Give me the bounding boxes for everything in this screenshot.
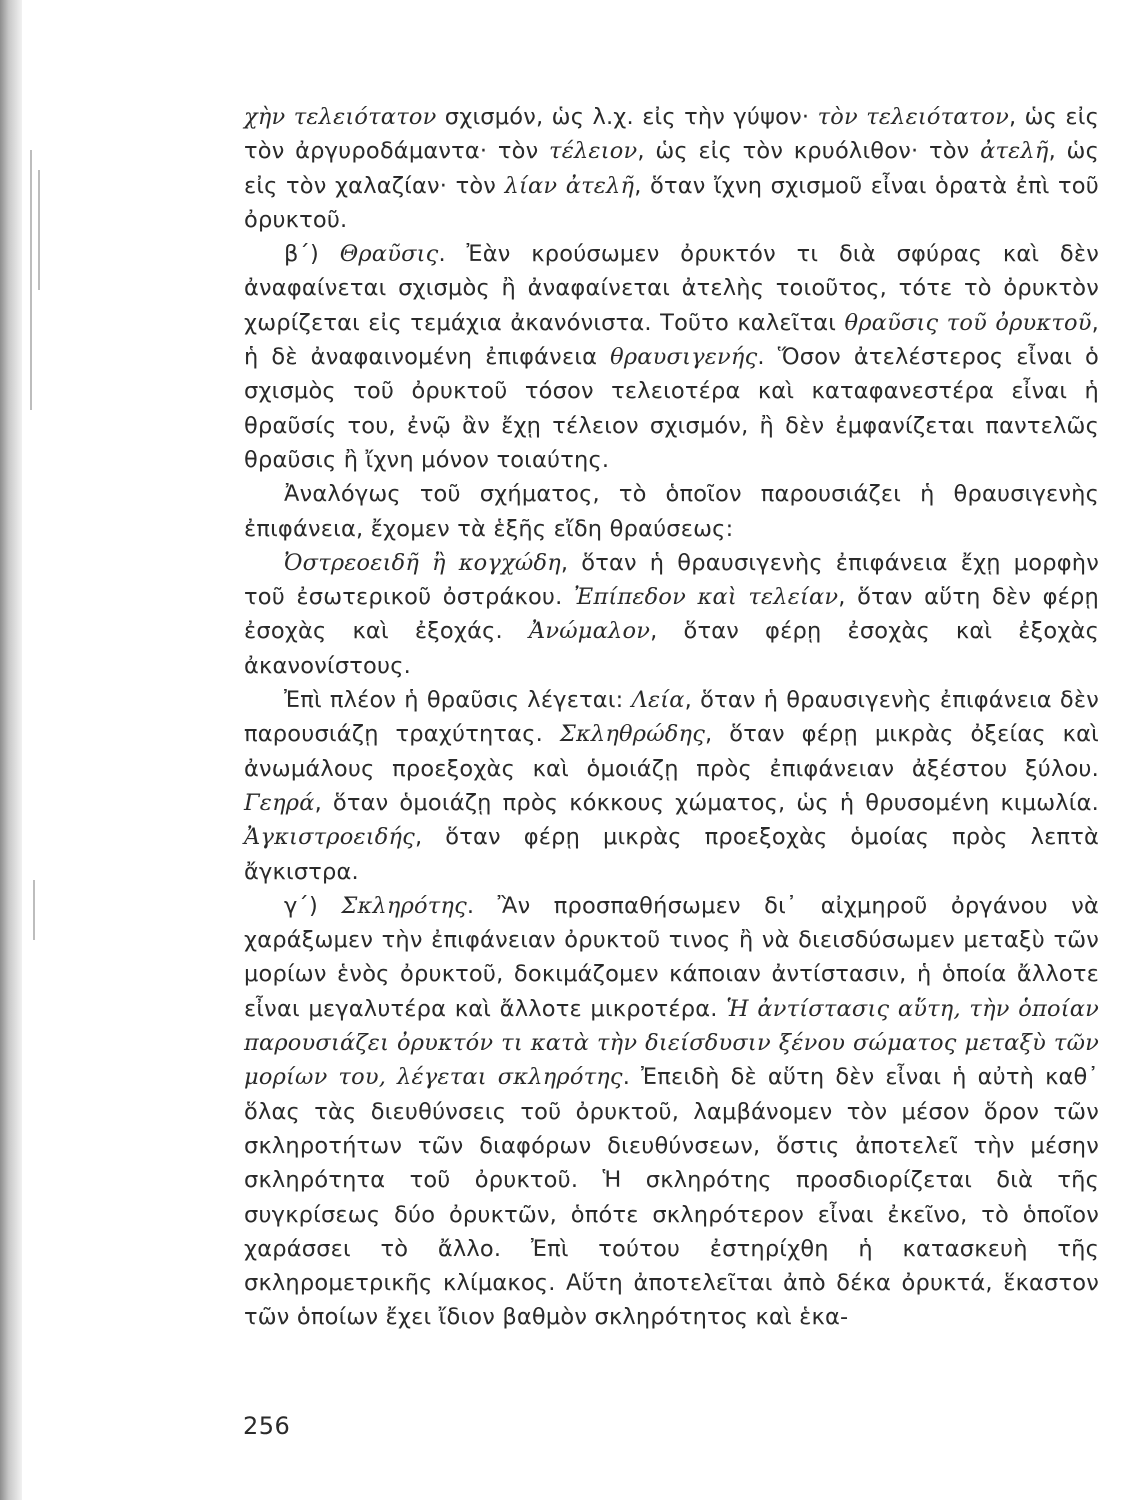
italic-term: χὴν τελειότατον [244, 104, 437, 130]
italic-term: Σκληρότης [341, 892, 467, 919]
paragraph-fracture [244, 237, 1099, 477]
italic-term: τέλειον [549, 138, 638, 165]
text-run: . Ἐὰν κρούσωμεν ὀρυκτόν τι διὰ σφύρας καὶ δὲν ἀναφαίνεται σχισμὸς ἢ ἀναφαίνεται ἀτελὴς τοιοῦτος, τότε τὸ ὀρυκτὸν χωρίζεται εἰς τεμάχια ἀκανόνιστα. Τοῦτο καλεῖται [244, 241, 1099, 336]
text-run: , ὡς εἰς τὸν χαλαζίαν· τὸν [244, 138, 1100, 199]
italic-term: Σκληθρώδης [559, 721, 705, 748]
italic-term: Λεία [631, 687, 685, 714]
text-run: , ὡς εἰς τὸν κρυόλιθον· τὸν [637, 138, 981, 165]
paragraph-fracture-surface [244, 683, 1099, 889]
text-run: , ὅταν ἡ θραυσιγενὴς ἐπιφάνεια ἔχῃ μορφὴν τοῦ ἐσωτερικοῦ ὀστράκου. [244, 549, 1099, 611]
text-run: , ὅταν φέρῃ μικρὰς ὀξείας καὶ ἀνωμάλους προεξοχὰς καὶ ὁμοιάζῃ πρὸς ἐπιφάνειαν ἀξέστου ξύλου. [244, 721, 1099, 782]
text-run: . Ἐπειδὴ δὲ αὕτη δὲν εἶναι ἡ αὐτὴ καθ᾽ ὅλας τὰς διευθύνσεις τοῦ ὀρυκτοῦ, λαμβάνομεν τὸν μέσον ὅρον τῶν σκληροτήτων τῶν διαφόρων διευθύνσεων, ὅστις ἀποτελεῖ τὴν μέσην σκληρότητα τοῦ ὀρυκτοῦ. Ἡ σκληρότης προσδιορίζεται διὰ τῆς συγκρίσεως δύο ὀρυκτῶν, ὁπότε σκληρότερον εἶναι ἐκεῖνο, τὸ ὁποῖον χαράσσει τὸ ἄλλο. Ἐπὶ τούτου ἐστηρίχθη ἡ κατασκευὴ τῆς σκληρομετρικῆς κλίμακος. Αὕτη ἀποτελεῖται ἀπὸ δέκα ὀρυκτά, ἕκαστον τῶν ὁποίων ἔχει ἴδιον βαθμὸν σκληρότητος καὶ ἑκα- [244, 1064, 1099, 1331]
paragraph-fracture-kinds-intro [244, 477, 1099, 546]
margin-mark [33, 880, 35, 940]
text-run: , ὅταν ὁμοιάζῃ πρὸς κόκκους χώματος, ὡς ἡ θρυσομένη κιμωλία. [314, 789, 1099, 816]
italic-term: θραῦσις τοῦ ὀρυκτοῦ [844, 309, 1092, 336]
italic-term: ἀτελῆ [980, 138, 1049, 165]
italic-term: Γεηρά [244, 789, 315, 816]
text-run: σχισμόν, ὡς λ.χ. εἰς τὴν γύψον· [436, 104, 818, 130]
paragraph-hewlett-cleavage [244, 100, 1099, 237]
italic-term: Ἡ ἀντίστασις αὕτη, τὴν ὁποίαν παρουσιάζει ὀρυκτόν τι κατὰ τὴν διείσδυσιν ξένου σώματος μεταξὺ τῶν μορίων του, λέγεται σκληρότης [244, 995, 1099, 1091]
italic-term: Ἐπίπεδον καὶ τελείαν [573, 584, 839, 611]
margin-mark [30, 150, 32, 410]
italic-term: Ἀνώμαλον [528, 618, 651, 645]
text-run: , ὅταν φέρῃ ἐσοχὰς καὶ ἐξοχὰς ἀκανονίστους. [244, 618, 1099, 679]
book-gutter-shadow [0, 0, 22, 1500]
page-number: 256 [243, 1412, 291, 1440]
text-run: Ἐπὶ πλέον ἡ θραῦσις λέγεται: [284, 687, 632, 714]
text-run: γ΄) [284, 892, 342, 919]
text-run: , ὅταν ἴχνη σχισμοῦ εἶναι ὁρατὰ ἐπὶ τοῦ ὀρυκτοῦ. [244, 172, 1099, 233]
text-run: , ὡς εἰς τὸν ἀργυροδάμαντα· τὸν [244, 104, 1099, 165]
text-run: , ὅταν φέρῃ μικρὰς προεξοχὰς ὁμοίας πρὸς λεπτὰ ἄγκιστρα. [244, 824, 1099, 885]
text-run: , ὅταν ἡ θραυσιγενὴς ἐπιφάνεια δὲν παρουσιάζῃ τραχύτητας. [244, 687, 1099, 748]
text-run: . Ἂν προσπαθήσωμεν δι᾽ αἰχμηροῦ ὀργάνου νὰ χαράξωμεν τὴν ἐπιφάνειαν ὀρυκτοῦ τινος ἢ νὰ διεισδύσωμεν μεταξὺ τῶν μορίων ἑνὸς ὀρυκτοῦ, δοκιμάζομεν κάποιαν ἀντίστασιν, ἡ ὁποία ἄλλοτε εἶναι μεγαλυτέρα καὶ ἄλλοτε μικροτέρα. [244, 892, 1100, 1022]
italic-term: Θραῦσις [339, 241, 439, 268]
italic-term: θραυσιγενής [610, 344, 758, 371]
text-run: . Ὅσον ἀτελέστερος εἶναι ὁ σχισμὸς τοῦ ὀρυκτοῦ τόσον τελειοτέρα καὶ καταφανεστέρα εἶναι ἡ θραῦσίς του, ἐνῷ ἂν ἔχῃ τέλειον σχισμόν, ἢ δὲν ἐμφανίζεται παντελῶς θραῦσις ἢ ἴχνη μόνον τοιαύτης. [244, 344, 1099, 473]
italic-term: Ἀγκιστροειδής [244, 824, 415, 851]
italic-term: τὸν τελειότατον [817, 104, 1009, 130]
italic-term: λίαν ἀτελῆ [504, 172, 635, 199]
paragraph-fracture-kinds [244, 546, 1099, 683]
text-run: , ἡ δὲ ἀναφαινομένη ἐπιφάνεια [244, 309, 1099, 371]
text-run: β΄) [284, 241, 340, 268]
body-text [244, 100, 1099, 1335]
text-run: , ὅταν αὕτη δὲν φέρῃ ἐσοχὰς καὶ ἐξοχάς. [244, 584, 1099, 645]
italic-term: Ὀστρεοειδῆ ἢ κογχώδη [284, 549, 561, 576]
paragraph-hardness [244, 889, 1099, 1335]
text-run: Ἀναλόγως τοῦ σχήματος, τὸ ὁποῖον παρουσιάζει ἡ θραυσιγενὴς ἐπιφάνεια, ἔχομεν τὰ ἑξῆς εἴδη θραύσεως: [244, 481, 1099, 542]
margin-mark [38, 170, 40, 290]
